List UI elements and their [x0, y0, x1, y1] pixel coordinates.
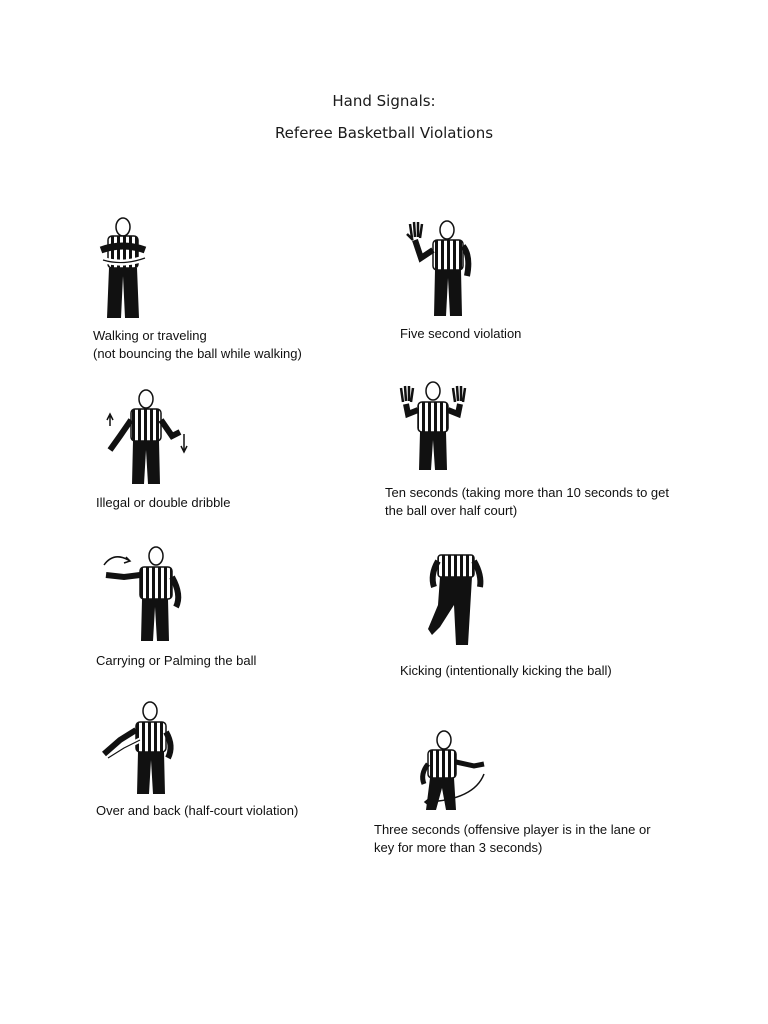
ten-seconds-signal-figure: [398, 380, 468, 472]
ten-seconds-caption: Ten seconds (taking more than 10 seconds to get the ball over half court): [385, 485, 670, 518]
double-dribble-caption: Illegal or double dribble: [96, 495, 231, 510]
carrying-caption: Carrying or Palming the ball: [96, 653, 257, 668]
walking-signal-figure: [93, 216, 155, 320]
walking-caption: Walking or traveling (not bouncing the ball while walking): [93, 328, 302, 361]
five-second-signal-figure: [405, 218, 480, 318]
five-second-caption: Five second violation: [400, 326, 522, 341]
over-and-back-signal-figure: [100, 700, 180, 796]
double-dribble-signal-figure: [102, 388, 192, 486]
kicking-caption: Kicking (intentionally kicking the ball): [400, 663, 612, 678]
over-and-back-caption: Over and back (half-court violation): [96, 803, 299, 818]
three-seconds-signal-figure: [412, 730, 492, 818]
page-title: Hand Signals:: [332, 92, 436, 110]
page-subtitle: Referee Basketball Violations: [274, 124, 494, 142]
kicking-signal-figure: [424, 555, 488, 651]
carrying-signal-figure: [98, 545, 188, 643]
three-seconds-caption: Three seconds (offensive player is in the lane or key for more than 3 seconds): [374, 822, 651, 855]
